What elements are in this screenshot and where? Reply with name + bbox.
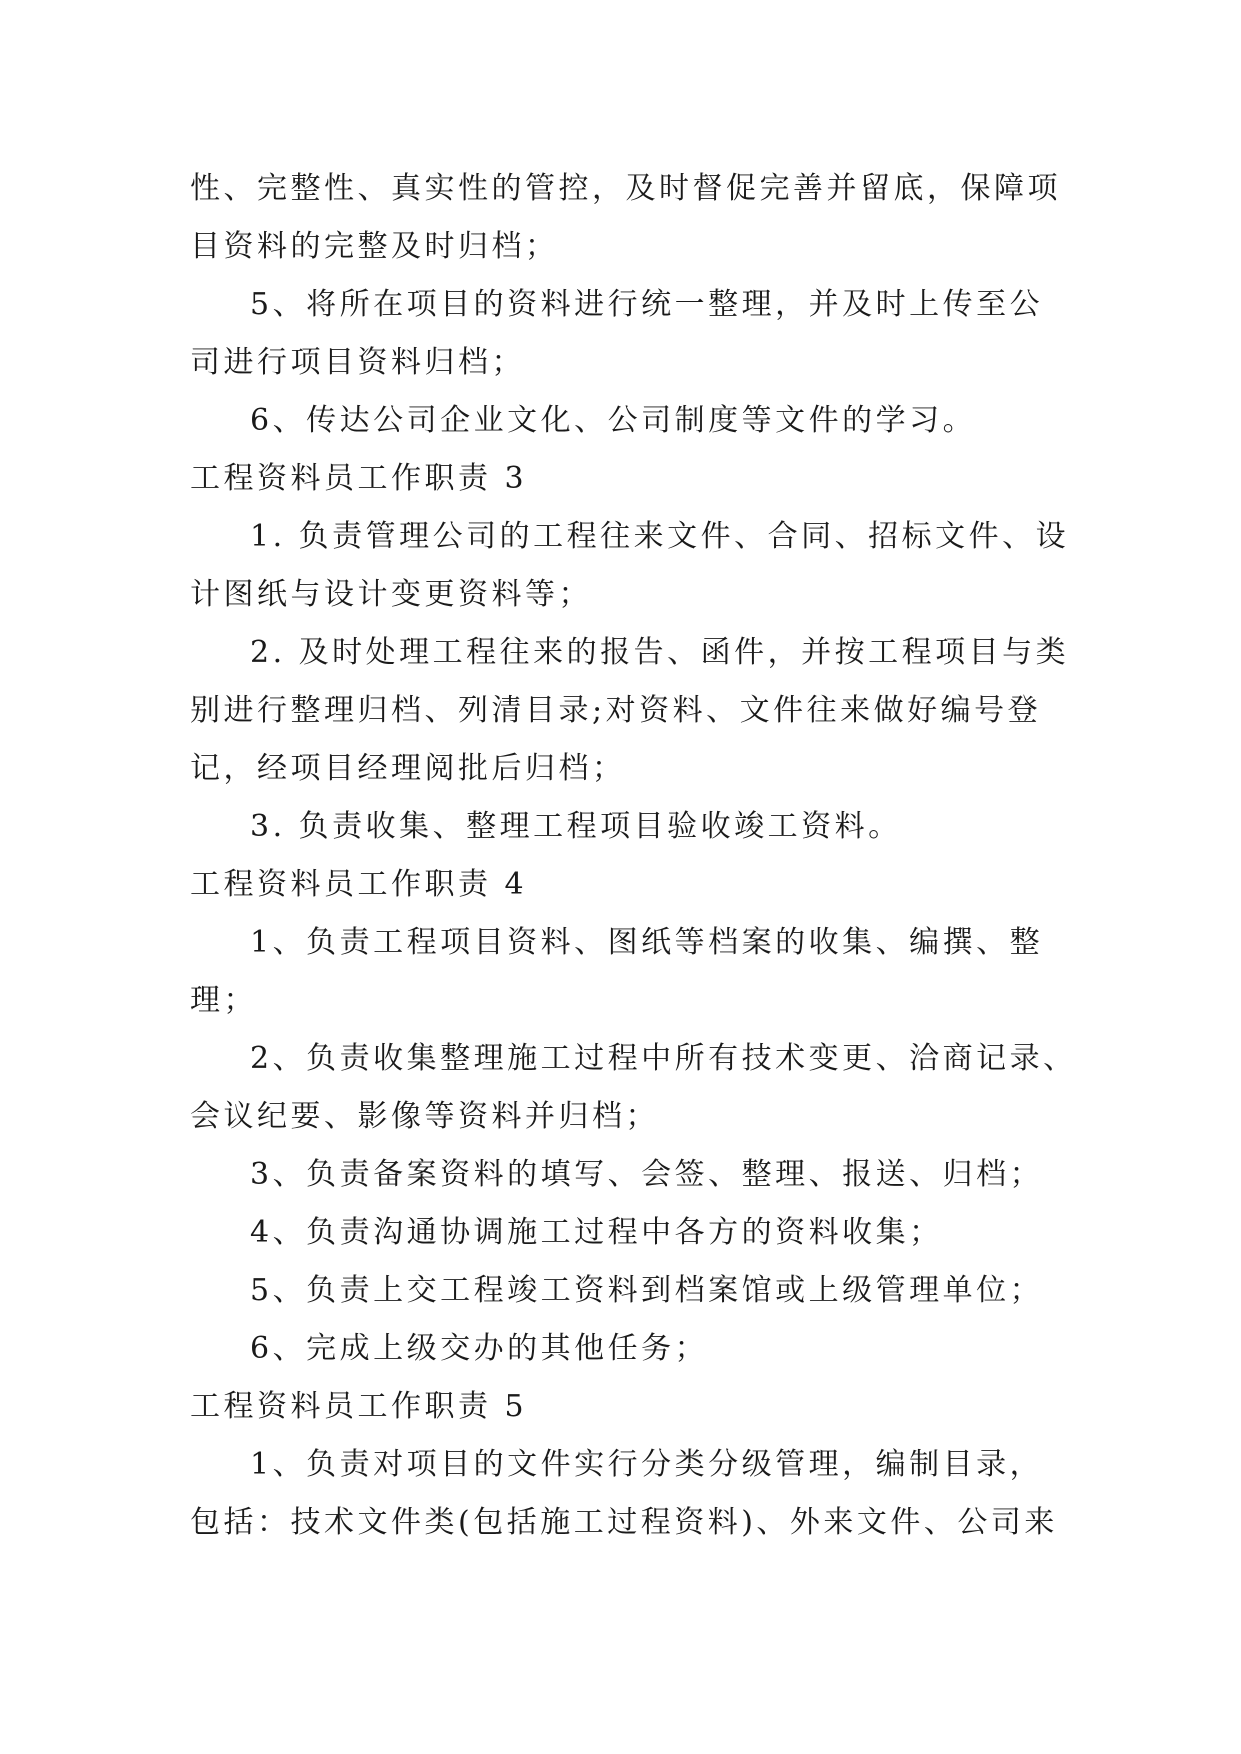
paragraph-line: 会议纪要、影像等资料并归档；: [190, 1099, 659, 1134]
paragraph-line: 3. 负责收集、整理工程项目验收竣工资料。: [250, 809, 902, 844]
paragraph-line: 6、完成上级交办的其他任务；: [250, 1331, 709, 1366]
paragraph-line: 目资料的完整及时归档；: [190, 229, 559, 264]
document-body: [190, 160, 1077, 1552]
paragraph-line: 1、负责工程项目资料、图纸等档案的收集、编撰、整: [250, 925, 1044, 960]
paragraph-line: 司进行项目资料归档；: [190, 345, 525, 380]
paragraph-line: 计图纸与设计变更资料等；: [190, 577, 592, 612]
paragraph-line: 2、负责收集整理施工过程中所有技术变更、洽商记录、: [250, 1041, 1077, 1076]
paragraph-line: 理；: [190, 983, 257, 1018]
paragraph-line: 4、负责沟通协调施工过程中各方的资料收集；: [250, 1215, 943, 1250]
paragraph-line: 5、将所在项目的资料进行统一整理，并及时上传至公: [250, 287, 1044, 322]
paragraph-line: 别进行整理归档、列清目录;对资料、文件往来做好编号登: [190, 693, 1042, 728]
section-heading: 工程资料员工作职责 5: [190, 1389, 528, 1424]
paragraph-line: 2. 及时处理工程往来的报告、函件，并按工程项目与类: [250, 635, 1070, 670]
paragraph-line: 性、完整性、真实性的管控，及时督促完善并留底，保障项: [190, 171, 1061, 206]
paragraph-line: 1、负责对项目的文件实行分类分级管理，编制目录，: [250, 1447, 1044, 1482]
paragraph-line: 记，经项目经理阅批后归档；: [190, 751, 626, 786]
paragraph-line: 1. 负责管理公司的工程往来文件、合同、招标文件、设: [250, 519, 1070, 554]
paragraph-line: 包括：技术文件类(包括施工过程资料)、外来文件、公司来: [190, 1505, 1058, 1540]
paragraph-line: 5、负责上交工程竣工资料到档案馆或上级管理单位；: [250, 1273, 1044, 1308]
section-heading: 工程资料员工作职责 3: [190, 461, 528, 496]
paragraph-line: 6、传达公司企业文化、公司制度等文件的学习。: [250, 403, 977, 438]
section-heading: 工程资料员工作职责 4: [190, 867, 528, 902]
paragraph-line: 3、负责备案资料的填写、会签、整理、报送、归档；: [250, 1157, 1044, 1192]
